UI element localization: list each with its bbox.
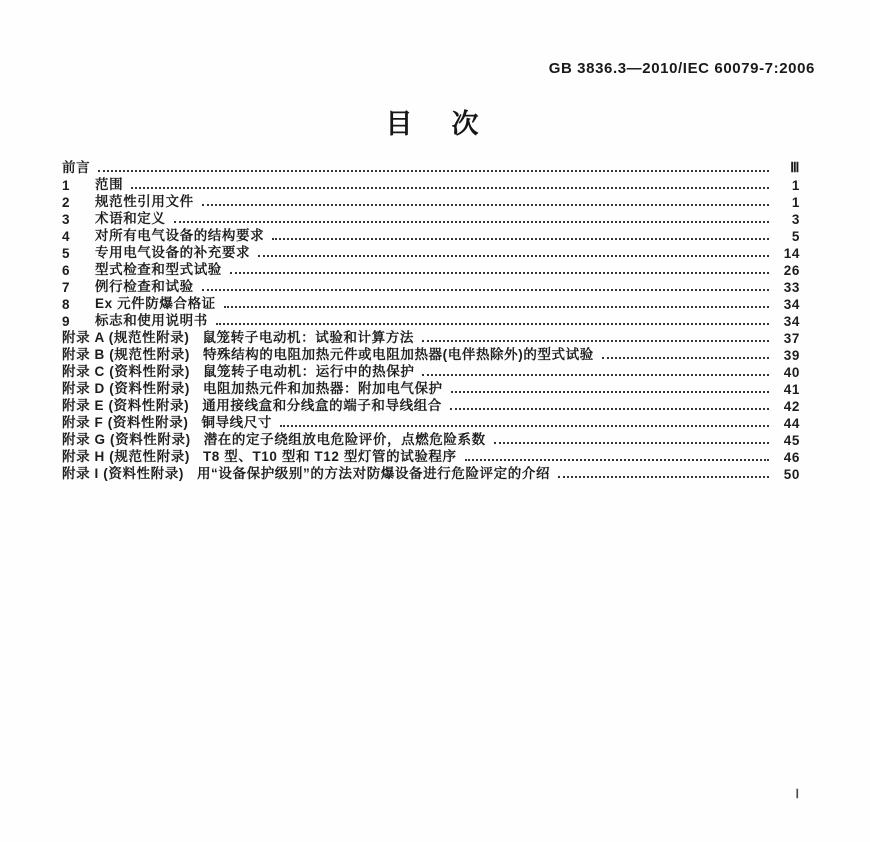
- page-title: 目 次: [385, 109, 485, 139]
- toc-entry-prefix: 附录 E (资料性附录): [62, 398, 190, 413]
- standard-code-header: GB 3836.3—2010/IEC 60079-7:2006: [548, 60, 815, 77]
- dotted-leader: [131, 187, 769, 189]
- toc-entry-prefix: 附录 B (规范性附录): [62, 347, 190, 362]
- toc-page-number: 45: [783, 433, 800, 448]
- toc-entry-title: 对所有电气设备的结构要求: [95, 228, 265, 243]
- dotted-leader: [280, 425, 769, 427]
- toc-page-number: 1: [791, 195, 800, 210]
- toc-entry-prefix: 3: [62, 212, 71, 227]
- toc-page-number: 42: [783, 399, 800, 414]
- toc-page-number: 26: [783, 263, 800, 278]
- toc-entry-title: 规范性引用文件: [95, 194, 194, 209]
- dotted-leader: [272, 238, 769, 240]
- toc-page-number: 34: [783, 314, 800, 329]
- toc-page-number: 3: [791, 212, 800, 227]
- toc-entry-prefix: 附录 A (规范性附录): [62, 330, 190, 345]
- toc-entry-title: 型式检查和型式试验: [95, 262, 222, 277]
- toc-page-number: Ⅲ: [790, 160, 800, 175]
- toc-entry-title: 特殊结构的电阻加热元件或电阻加热器(电伴热除外)的型式试验: [202, 347, 594, 362]
- toc-page-number: 50: [783, 467, 800, 482]
- toc-entry-title: 鼠笼转子电动机：试验和计算方法: [202, 330, 414, 345]
- toc-entry-title: 例行检查和试验: [95, 279, 194, 294]
- toc-page-number: 1: [791, 178, 800, 193]
- dotted-leader: [224, 306, 769, 308]
- toc-entry-prefix: 9: [62, 314, 71, 329]
- dotted-leader: [465, 459, 769, 461]
- dotted-leader: [258, 255, 769, 257]
- toc-page-number: 41: [783, 382, 800, 397]
- toc-entry-title: 标志和使用说明书: [95, 313, 208, 328]
- dotted-leader: [450, 408, 769, 410]
- toc-page-number: 39: [783, 348, 800, 363]
- toc-entry-prefix: 附录 C (资料性附录): [62, 364, 190, 379]
- toc-list: [62, 159, 800, 482]
- dotted-leader: [202, 289, 769, 291]
- toc-page-number: 33: [783, 280, 800, 295]
- toc-entry-title: 专用电气设备的补充要求: [95, 245, 251, 260]
- toc-entry-prefix: 6: [62, 263, 71, 278]
- toc-page-number: 37: [783, 331, 800, 346]
- dotted-leader: [558, 476, 769, 478]
- toc-entry-title: 铜导线尺寸: [201, 415, 272, 430]
- dotted-leader: [174, 221, 770, 223]
- toc-entry-title: T8 型、T10 型和 T12 型灯管的试验程序: [202, 449, 457, 464]
- toc-entry-title: 术语和定义: [95, 211, 166, 226]
- toc-page-number: 46: [783, 450, 800, 465]
- dotted-leader: [451, 391, 769, 393]
- toc-entry-prefix: 附录 I (资料性附录): [62, 466, 184, 481]
- dotted-leader: [216, 323, 769, 325]
- dotted-leader: [98, 170, 769, 172]
- toc-entry-prefix: 1: [62, 178, 71, 193]
- toc-entry-title: 通用接线盒和分线盒的端子和导线组合: [202, 398, 442, 413]
- toc-entry-prefix: 附录 H (规范性附录): [62, 449, 190, 464]
- toc-row: [62, 159, 800, 176]
- dotted-leader: [202, 204, 769, 206]
- toc-entry-prefix: 附录 F (资料性附录): [62, 415, 189, 430]
- page-number-footer: Ⅰ: [795, 787, 799, 801]
- toc-page-number: 34: [783, 297, 800, 312]
- toc-entry-title: 范围: [95, 177, 124, 192]
- toc-entry-title: 前言: [62, 160, 91, 175]
- toc-entry-prefix: 2: [62, 195, 71, 210]
- toc-page-number: 40: [783, 365, 800, 380]
- toc-entry-title: Ex 元件防爆合格证: [95, 296, 216, 311]
- dotted-leader: [494, 442, 769, 444]
- toc-entry-title: 潜在的定子绕组放电危险评价，点燃危险系数: [203, 432, 486, 447]
- toc-entry-title: 用“设备保护级别”的方法对防爆设备进行危险评定的介绍: [196, 466, 551, 481]
- toc-row: [62, 465, 800, 482]
- toc-entry-prefix: 8: [62, 297, 71, 312]
- toc-entry-prefix: 附录 D (资料性附录): [62, 381, 190, 396]
- toc-page-number: 14: [783, 246, 800, 261]
- toc-entry-prefix: 4: [62, 229, 71, 244]
- toc-entry-title: 电阻加热元件和加热器：附加电气保护: [202, 381, 443, 396]
- dotted-leader: [602, 357, 769, 359]
- dotted-leader: [422, 340, 769, 342]
- toc-entry-prefix: 附录 G (资料性附录): [62, 432, 191, 447]
- toc-row: [62, 193, 800, 210]
- toc-entry-prefix: 7: [62, 280, 71, 295]
- toc-page-number: 44: [783, 416, 800, 431]
- dotted-leader: [422, 374, 769, 376]
- toc-entry-prefix: 5: [62, 246, 71, 261]
- toc-entry-title: 鼠笼转子电动机：运行中的热保护: [202, 364, 415, 379]
- dotted-leader: [230, 272, 769, 274]
- toc-page-number: 5: [791, 229, 800, 244]
